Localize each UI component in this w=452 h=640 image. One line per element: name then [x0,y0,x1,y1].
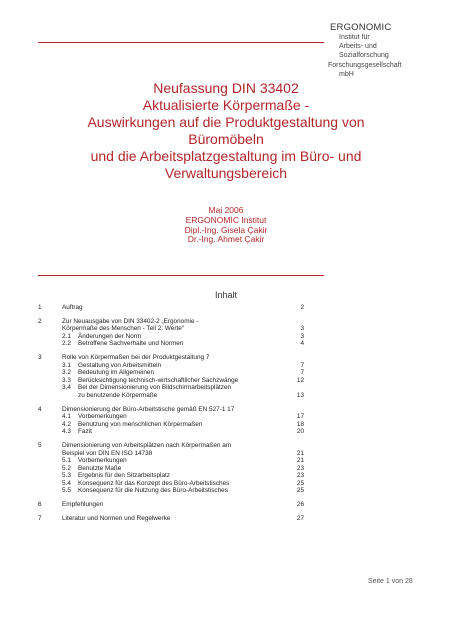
toc-subentry-page: 23 [296,472,304,480]
toc-subentry[interactable] [38,340,304,348]
logo-line: Arbeits- und [339,43,377,51]
toc-subentry-number: 3.3 [62,376,71,384]
toc-subentry-text: Konsequenz für das Konzept des Büro-Arbeitstisches [78,479,230,487]
toc-subentry-page: 7 [300,369,304,377]
toc-heading: Inhalt [214,290,238,300]
toc-subentry-text: Benutzung von menschlichen Körpermaßen [78,420,203,428]
toc-section [38,515,304,523]
toc-entry[interactable] [38,354,304,362]
meta-author: Dr.-Ing. Ahmet Çakir [187,234,265,245]
toc-entry-page: 26 [296,501,304,509]
toc-subentry-page: 23 [296,464,304,472]
toc-section [38,501,304,509]
toc-section [38,406,304,436]
title-line: Neufassung DIN 33402 [153,80,299,96]
toc-subentry-page: 20 [296,428,304,436]
toc-subentry-text: Ergebnis für den Sitzarbeitsplatz [78,472,171,480]
toc-subentry-number: 4.1 [62,413,71,421]
logo-line: Institut für [339,34,370,41]
document-title [0,80,452,182]
toc-entry-number: 4 [38,405,42,413]
title-line: Verwaltungsbereich [164,165,288,181]
title-rule [38,275,324,276]
toc-entry-page: 21 [296,449,304,457]
toc-subentry-page: 3 [300,332,304,340]
toc-subentry[interactable] [38,369,304,377]
toc-subentry-text: Gestaltung von Arbeitsmitteln [78,361,162,369]
toc-subentry[interactable] [38,487,304,495]
logo-line: mbH [339,70,354,78]
toc-entry-page: 27 [296,514,304,522]
toc-subentry-page: 4 [300,340,304,348]
toc-subentry-number: 3.1 [62,361,71,369]
toc-entry-number: 3 [38,353,42,361]
title-line: Büromöbeln [188,131,264,147]
logo-line: Sozialforschung [339,52,389,60]
toc-entry[interactable] [38,318,304,326]
institute-logo [330,22,450,79]
toc-subentry-page: 25 [296,487,304,495]
toc-section [38,304,304,312]
toc-subentry-number: 3.4 [62,384,71,392]
toc-subentry-text: Bei der Dimensionierung von Bildschirmarbeitsplätzen [78,384,232,392]
toc-entry-text: Rolle von Körpermaßen bei der Produktgestaltung 7 [62,353,210,361]
meta-author: Dipl.-Ing. Gisela Çakir [184,224,268,235]
toc-subentry-number: 5.5 [62,487,71,495]
logo-brand: ERGONOMIC [330,22,392,33]
toc-entry[interactable] [38,450,304,458]
toc-entry-page: 3 [300,325,304,333]
toc-entry-number: 6 [38,501,42,509]
toc-subentry[interactable] [38,333,304,341]
toc-subentry-text: Vorbemerkungen [78,413,127,421]
meta-institute: ERGONOMIC Institut [185,214,267,225]
toc-subentry-text: Änderungen der Norm [78,332,142,340]
document-meta [0,206,452,245]
toc-subentry-page: 12 [296,376,304,384]
toc-subentry-number: 5.4 [62,479,71,487]
toc-entry-number: 1 [38,304,42,311]
toc-entry[interactable] [38,515,304,523]
toc-subentry-number: 3.2 [62,369,71,377]
title-line: Auswirkungen auf die Produktgestaltung von [87,114,365,130]
table-of-contents [38,304,304,522]
toc-subentry-number: 5.1 [62,457,71,465]
toc-section [38,354,304,400]
toc-subentry-number: 4.3 [62,428,71,436]
toc-subentry[interactable] [38,465,304,473]
toc-subentry-text: zu benutzende Körpermaße [78,391,158,399]
toc-section [38,442,304,495]
toc-entry-text: Dimensionierung von Arbeitsplätzen nach Körpermaßen am [62,441,232,449]
toc-subentry-page: 7 [300,361,304,369]
toc-subentry-page: 17 [296,413,304,421]
header-rule [38,42,324,43]
toc-subentry-page: 18 [296,420,304,428]
toc-entry-text: Dimensionierung der Büro-Arbeitstische gemäß EN 527-1 17 [62,405,235,413]
toc-subentry-number: 4.2 [62,420,71,428]
toc-subentry-text: Betroffene Sachverhalte und Normen [78,340,184,348]
toc-subentry-number: 5.2 [62,464,71,472]
toc-entry-number: 2 [38,317,42,325]
toc-entry-text: Zur Neuausgabe von DIN 33402-2 „Ergonomie - [62,317,199,325]
toc-subentry[interactable] [38,392,304,400]
toc-subentry-text: Berücksichtigung technisch-wirtschaftlicher Sachzwänge [78,376,239,384]
toc-subentry[interactable] [38,384,304,392]
toc-entry[interactable] [38,325,304,333]
toc-entry-text: Auftrag [62,304,83,311]
logo-subtitle [330,33,450,79]
toc-subentry-page: 13 [296,391,304,399]
toc-subentry[interactable] [38,457,304,465]
toc-entry-text: Körpermaße des Menschen - Teil 2: Werte“ [62,325,184,333]
toc-subentry-number: 2.1 [62,332,71,340]
toc-subentry-text: Konsequenz für die Nutzung des Büro-Arbeitstisches [78,487,228,495]
toc-subentry[interactable] [38,377,304,385]
toc-subentry[interactable] [38,421,304,429]
meta-date: Mai 2006 [208,205,244,215]
logo-line: Forschungsgesellschaft [328,61,402,69]
toc-subentry-text: Vorbemerkungen [78,457,127,465]
toc-entry-number: 7 [38,514,42,522]
toc-section [38,318,304,348]
page-number: Seite 1 von 28 [368,578,413,585]
toc-entry[interactable] [38,406,304,414]
toc-subentry[interactable] [38,428,304,436]
toc-entry-number: 5 [38,441,42,449]
title-line: und die Arbeitsplatzgestaltung im Büro- und [90,148,362,164]
toc-subentry-text: Benutzte Maße [78,464,122,472]
toc-entry-text: Empfehlungen [62,501,104,509]
title-line: Aktualisierte Körpermaße - [142,97,310,113]
toc-subentry-text: Fazit [78,428,92,436]
toc-entry-text: Beispiel von DIN EN ISO 14738 [62,449,153,457]
toc-entry-text: Literatur und Normen und Regelwerke [62,514,171,522]
toc-subentry[interactable] [38,413,304,421]
toc-subentry[interactable] [38,472,304,480]
toc-subentry-text: Bedeutung im Allgemeinen [78,369,155,377]
toc-entry-page: 2 [300,304,304,311]
toc-subentry[interactable] [38,362,304,370]
toc-subentry[interactable] [38,480,304,488]
toc-entry[interactable] [38,501,304,509]
toc-subentry-number: 5.3 [62,472,71,480]
toc-subentry-page: 21 [296,457,304,465]
toc-subentry-number: 2.2 [62,340,71,348]
toc-entry[interactable] [38,442,304,450]
toc-subentry-page: 25 [296,479,304,487]
toc-entry[interactable] [38,304,304,312]
